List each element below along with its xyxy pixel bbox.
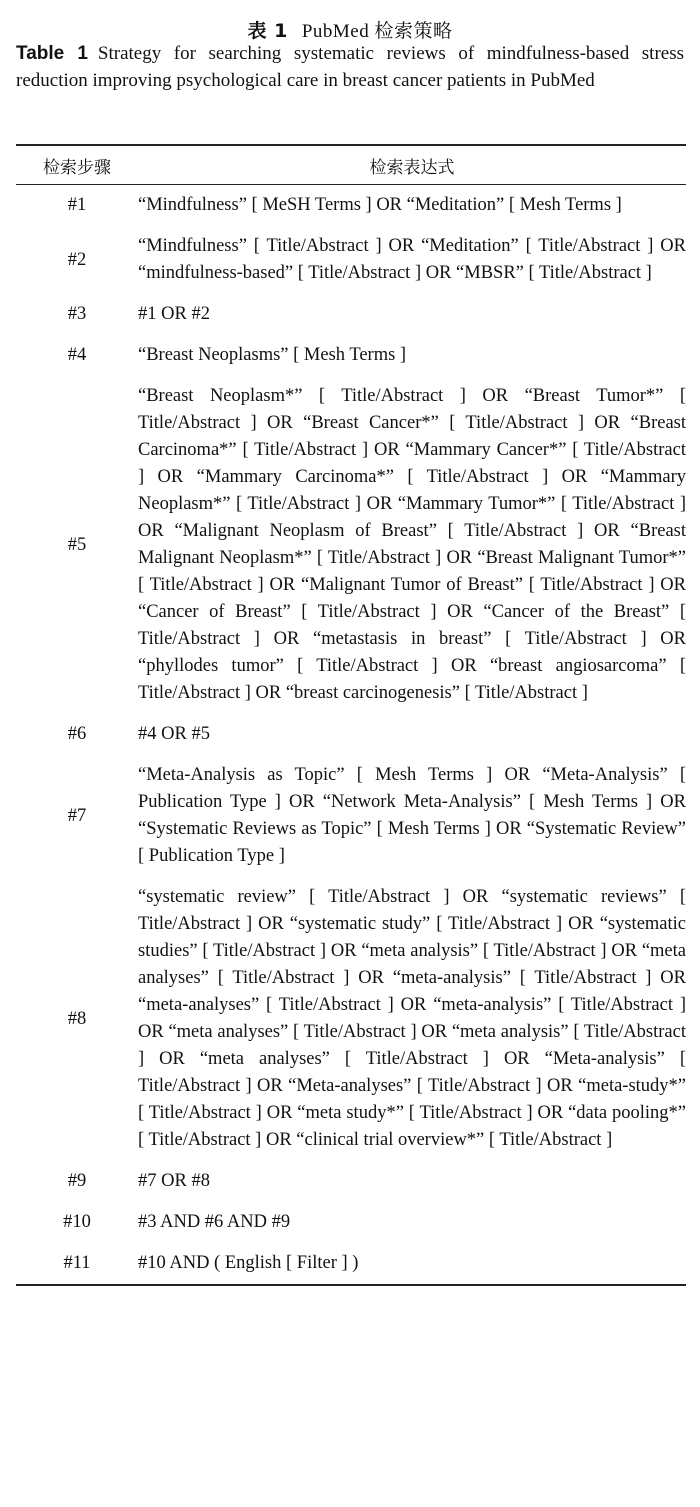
- table-caption-en: [16, 40, 684, 94]
- table-number-cn: 表 1: [247, 20, 288, 42]
- step-cell: #2: [67, 249, 87, 270]
- step-cell: #11: [63, 1253, 91, 1273]
- table-row: [16, 1243, 686, 1285]
- table-number-en: Table 1: [16, 43, 88, 64]
- step-cell: #10: [63, 1212, 91, 1232]
- header-step: 检索步骤: [43, 157, 111, 178]
- table-header-row: [16, 145, 686, 185]
- expression-cell: #3 AND #6 AND #9: [138, 1212, 291, 1232]
- table-row: [16, 1202, 686, 1243]
- table-row: [16, 335, 686, 376]
- expression-cell: “Mindfulness” [ Title/Abstract ] OR “Meditation” [ Title/Abstract ] OR “mindfulness-based” [ Title/Abstract ] OR “MBSR” [ Title/Abstract ]: [138, 236, 686, 283]
- expression-cell: “Breast Neoplasm*” [ Title/Abstract ] OR “Breast Tumor*” [ Title/Abstract ] OR “Breast Cancer*” [ Title/Abstract ] OR “Breast Carcinoma*” [ Title/Abstract ] OR “Mammary Cancer*” [ Title/Abstract ] OR “Mammary Carcinoma*” [ Title/Abstract ] OR “Mammary Neoplasm*” [ Title/Abstract ] OR “Mammary Tumor*” [ Title/Abstract ] OR “Malignant Neoplasm of Breast” [ Title/Abstract ] OR “Breast Malignant Neoplasm*” [ Title/Abstract ] OR “Breast Malignant Tumor*” [ Title/Abstract ] OR “Malignant Tumor of Breast” [ Title/Abstract ] OR “Cancer of Breast” [ Title/Abstract ] OR “Cancer of the Breast” [ Title/Abstract ] OR “metastasis in breast” [ Title/Abstract ] OR “phyllodes tumor” [ Title/Abstract ] OR “breast angiosarcoma” [ Title/Abstract ] OR “breast carcinogenesis” [ Title/Abstract ]: [138, 386, 686, 703]
- expression-cell: #4 OR #5: [138, 724, 210, 744]
- step-cell: #1: [67, 195, 87, 215]
- expression-cell: #10 AND ( English [ Filter ] ): [138, 1253, 359, 1273]
- step-cell: #9: [67, 1171, 87, 1191]
- table-row: [16, 714, 686, 755]
- search-strategy-table: [16, 144, 686, 1286]
- step-cell: #8: [67, 1008, 87, 1029]
- expression-cell: “systematic review” [ Title/Abstract ] OR “systematic reviews” [ Title/Abstract ] OR “systematic study” [ Title/Abstract ] OR “systematic studies” [ Title/Abstract ] OR “meta analysis” [ Title/Abstract ] OR “meta analyses” [ Title/Abstract ] OR “meta-analysis” [ Title/Abstract ] OR “meta-analyses” [ Title/Abstract ] OR “meta-analysis” [ Title/Abstract ] OR “meta analyses” [ Title/Abstract ] OR “meta analysis” [ Title/Abstract ] OR “meta analyses” [ Title/Abstract ] OR “Meta-analysis” [ Title/Abstract ] OR “Meta-analyses” [ Title/Abstract ] OR “meta-study*” [ Title/Abstract ] OR “meta study*” [ Title/Abstract ] OR “data pooling*” [ Title/Abstract ] OR “clinical trial overview*” [ Title/Abstract ]: [138, 887, 686, 1150]
- table-row: [16, 1161, 686, 1202]
- table-row: [16, 755, 686, 877]
- table-body: [16, 185, 686, 1286]
- table-row: [16, 226, 686, 294]
- step-cell: #7: [67, 805, 87, 826]
- step-cell: #4: [67, 345, 87, 365]
- step-cell: #6: [67, 724, 87, 744]
- table-caption-en-text: Strategy for searching systematic reviews of mindfulness-based stress reduction improving psychological care in breast cancer patients in PubMed: [16, 43, 684, 91]
- step-cell: #5: [67, 534, 87, 555]
- table-row: [16, 877, 686, 1161]
- expression-cell: “Meta-Analysis as Topic” [ Mesh Terms ] OR “Meta-Analysis” [ Publication Type ] OR “Network Meta-Analysis” [ Mesh Terms ] OR “Systematic Reviews as Topic” [ Mesh Terms ] OR “Systematic Review” [ Publication Type ]: [138, 765, 686, 866]
- table-title-cn: [0, 0, 700, 42]
- header-expression: 检索表达式: [369, 157, 455, 178]
- table-row: [16, 294, 686, 335]
- step-cell: #3: [67, 304, 87, 324]
- expression-cell: #1 OR #2: [138, 304, 210, 324]
- table-row: [16, 185, 686, 227]
- table-row: [16, 376, 686, 714]
- table-title-cn-text: PubMed 检索策略: [301, 21, 453, 42]
- expression-cell: “Mindfulness” [ MeSH Terms ] OR “Meditation” [ Mesh Terms ]: [138, 195, 622, 215]
- expression-cell: “Breast Neoplasms” [ Mesh Terms ]: [138, 345, 407, 365]
- expression-cell: #7 OR #8: [138, 1171, 210, 1191]
